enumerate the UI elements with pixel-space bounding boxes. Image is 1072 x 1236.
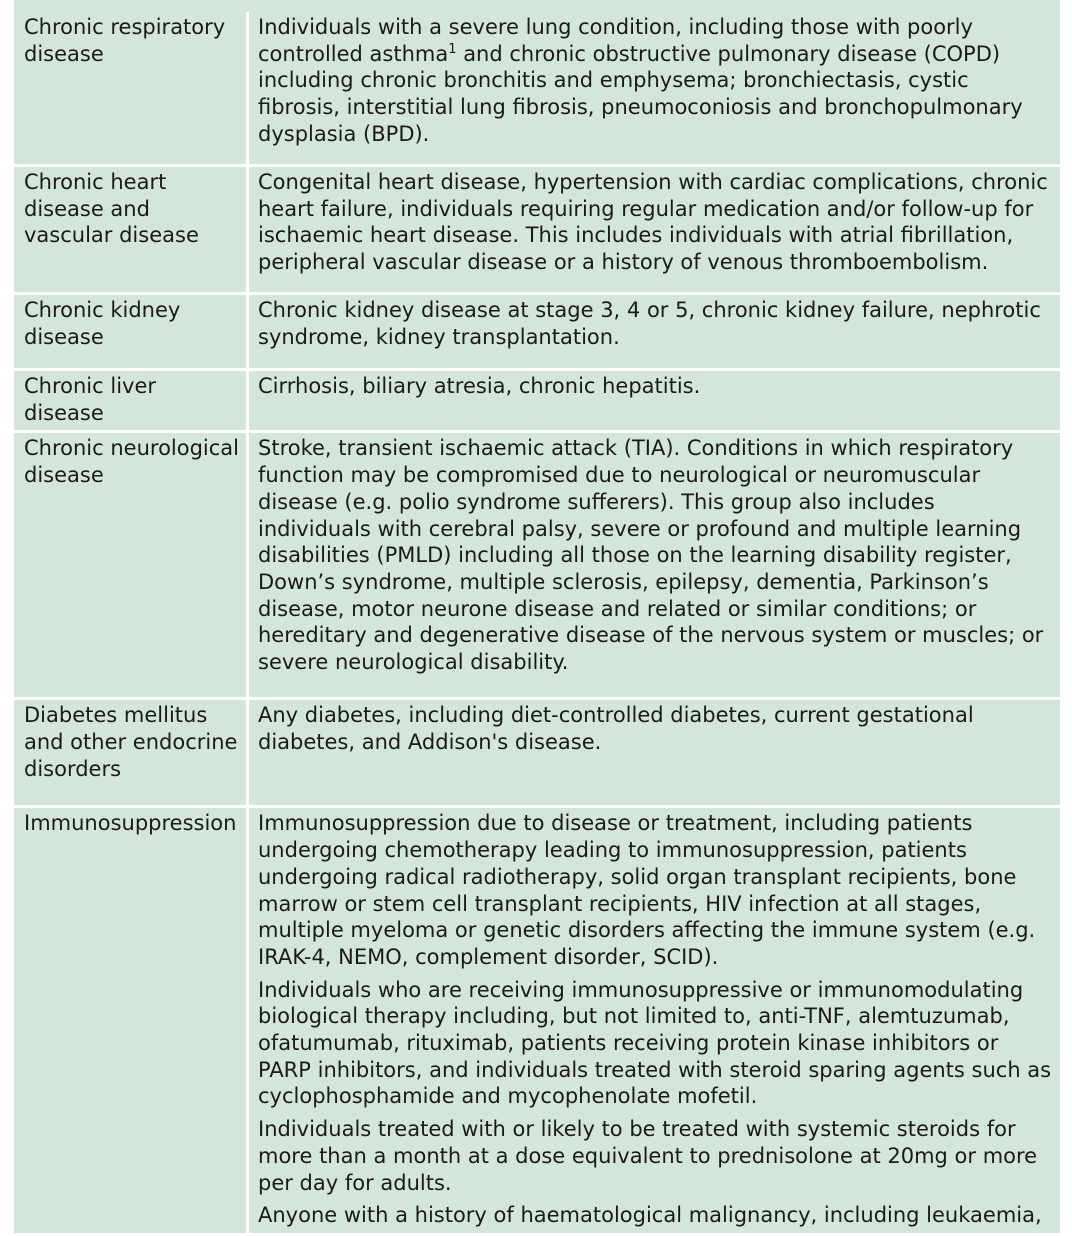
table-row	[14, 294, 1060, 370]
description-paragraph: Individuals who are receiving immunosuppressive or immunomodulating biological therapy including, but not limited to, anti-TNF, alemtuzumab, ofatumumab, rituximab, patients receiving protein kinase inhibitors or PARP inhibitors, and individuals treated with steroid sparing agents such as cyclophosphamide and mycophenolate mofetil.	[258, 977, 1052, 1109]
risk-group-description: Any diabetes, including diet-controlled diabetes, current gestational diabetes, and Addison's disease.	[248, 699, 1061, 807]
left-margin	[0, 0, 14, 1200]
risk-group-description: Individuals with a severe lung condition, including those with poorly controlled asthma$^1$ and chronic obstructive pulmonary disease (COPD) including chronic bronchitis and emphysema; bronchiectasis, cystic fibrosis, interstitial lung fibrosis, pneumoconiosis and bronchopulmonary dysplasia (BPD).	[248, 12, 1061, 166]
risk-group-name: Immunosuppression	[14, 807, 248, 1235]
risk-group-description: Chronic kidney disease at stage 3, 4 or 5, chronic kidney failure, nephrotic syndrome, kidney transplantation.	[248, 294, 1061, 370]
description-paragraph: Anyone with a history of haematological malignancy, including leukaemia,	[258, 1203, 1042, 1228]
description-paragraph: Immunosuppression due to disease or treatment, including patients undergoing chemotherapy leading to immunosuppression, patients undergoing radical radiotherapy, solid organ transplant recipients, bone marrow or stem cell transplant recipients, HIV infection at all stages, multiple myeloma or genetic disorders affecting the immune system (e.g. IRAK-4, NEMO, complement disorder, SCID).	[258, 811, 1036, 969]
risk-group-description	[248, 807, 1061, 1235]
risk-group-name: Chronic respiratory disease	[14, 12, 248, 166]
risk-group-description: Congenital heart disease, hypertension with cardiac complications, chronic heart failure, individuals requiring regular medication and/or follow-up for ischaemic heart disease. This includes individuals with atrial fibrillation, peripheral vascular disease or a history of venous thromboembolism.	[248, 166, 1061, 294]
table-row	[14, 370, 1060, 432]
risk-group-name: Diabetes mellitus and other endocrine disorders	[14, 699, 248, 807]
table-row	[14, 432, 1060, 699]
table-row	[14, 166, 1060, 294]
risk-group-name: Chronic liver disease	[14, 370, 248, 432]
risk-group-name: Chronic neurological disease	[14, 432, 248, 699]
clinical-risk-groups-table	[14, 12, 1060, 1236]
table-row	[14, 12, 1060, 166]
risk-group-name: Chronic kidney disease	[14, 294, 248, 370]
table-row	[14, 807, 1060, 1235]
risk-group-description: Cirrhosis, biliary atresia, chronic hepatitis.	[248, 370, 1061, 432]
risk-group-description: Stroke, transient ischaemic attack (TIA). Conditions in which respiratory function may be compromised due to neurological or neuromuscular disease (e.g. polio syndrome sufferers). This group also includes individuals with cerebral palsy, severe or profound and multiple learning disabilities (PMLD) including all those on the learning disability register, Down’s syndrome, multiple sclerosis, epilepsy, dementia, Parkinson’s disease, motor neurone disease and related or similar conditions; or hereditary and degenerative disease of the nervous system or muscles; or severe neurological disability.	[248, 432, 1061, 699]
description-paragraph: Individuals treated with or likely to be treated with systemic steroids for more than a month at a dose equivalent to prednisolone at 20mg or more per day for adults.	[258, 1117, 1038, 1195]
risk-group-name: Chronic heart disease and vascular disease	[14, 166, 248, 294]
table-row	[14, 699, 1060, 807]
right-margin	[1060, 0, 1072, 1200]
